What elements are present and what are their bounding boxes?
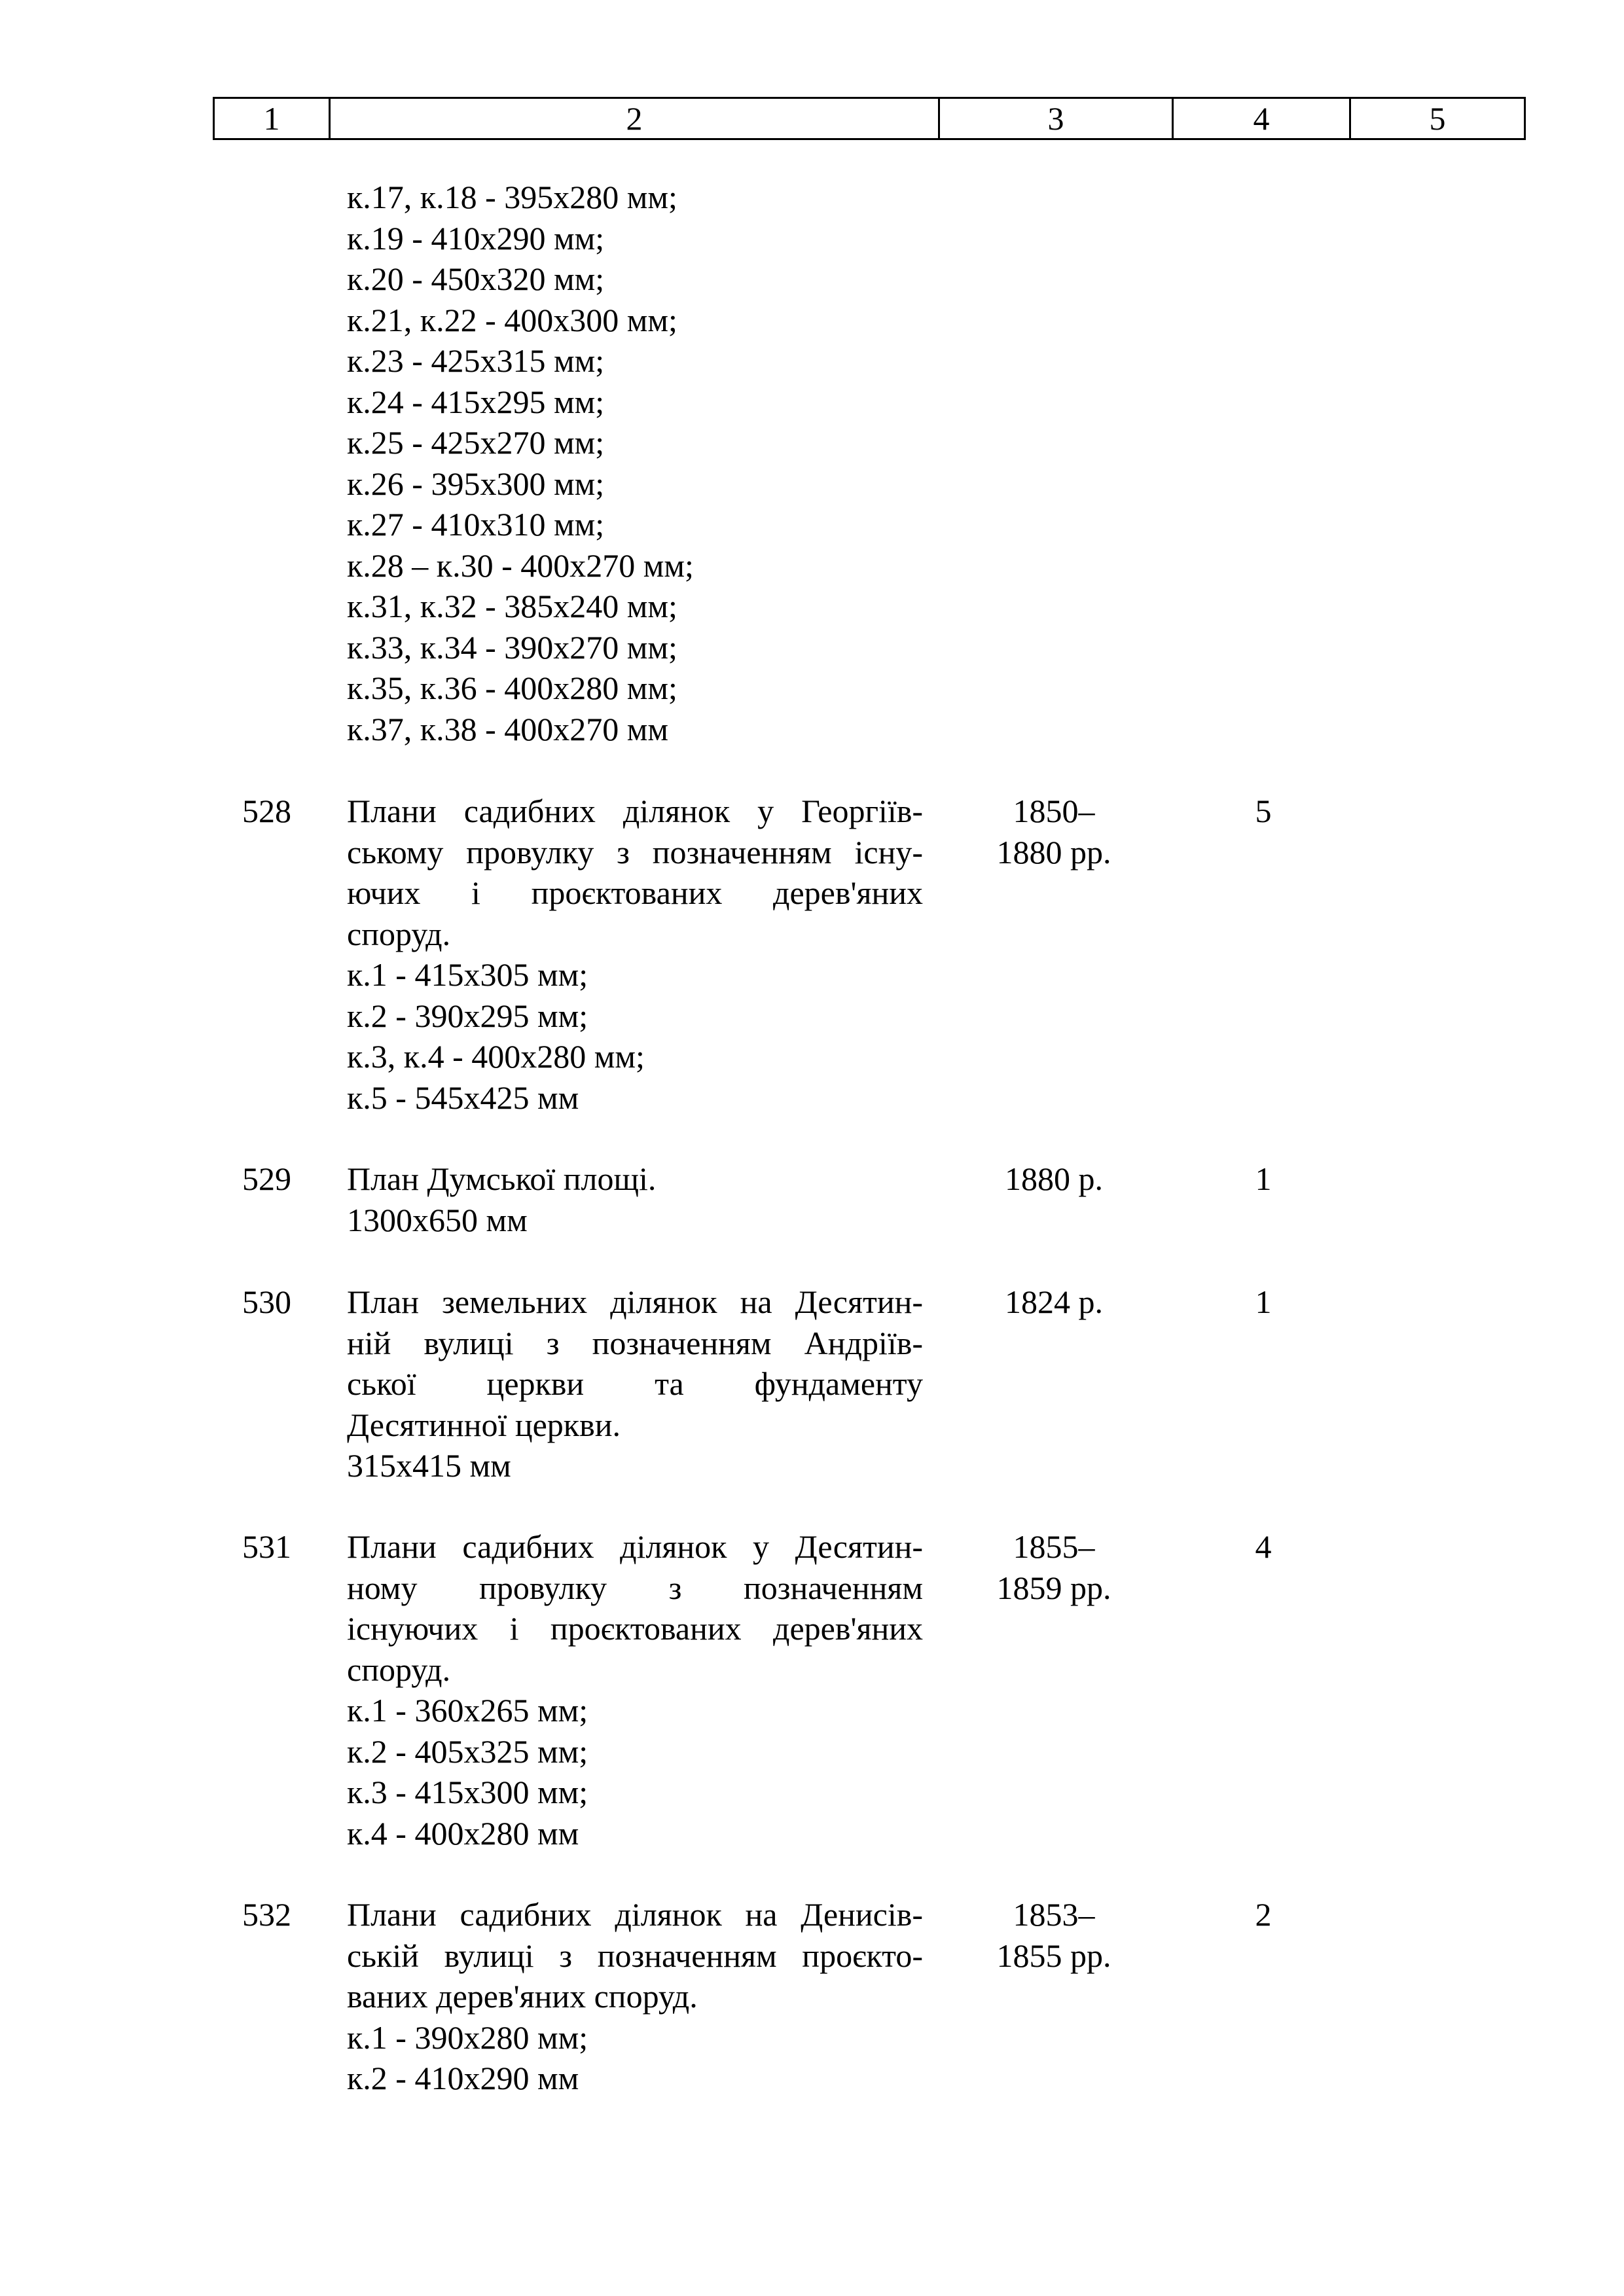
sheet-size-line: к.23 - 425х315 мм; <box>347 342 605 379</box>
entry-description <box>347 791 923 1118</box>
entry-number: 528 <box>242 793 291 829</box>
description-line: План земельних ділянок на Десятин- <box>347 1283 923 1320</box>
description-line: ській вулиці з позначенням проєкто- <box>347 1937 923 1974</box>
sheet-size-line: к.2 - 390х295 мм; <box>347 997 588 1034</box>
entry-date <box>956 1158 1152 1200</box>
date-line: 1859 рр. <box>996 1569 1111 1606</box>
entry-description <box>347 1282 923 1486</box>
sheet-size-line: к.37, к.38 - 400х270 мм <box>347 710 669 747</box>
sheet-size-line: к.33, к.34 - 390х270 мм; <box>347 628 677 666</box>
description-line: ваних дерев'яних споруд. <box>347 1978 698 2015</box>
description-line: Плани садибних ділянок у Десятин- <box>347 1528 923 1565</box>
sheet-size-line: к.2 - 410х290 мм <box>347 2060 579 2096</box>
sheet-size-line: 315х415 мм <box>347 1447 511 1484</box>
sheet-size-line: к.19 - 410х290 мм; <box>347 219 605 257</box>
entry-date <box>956 1282 1152 1323</box>
column-header-row <box>214 98 1525 139</box>
description-line: ючих і проєктованих дерев'яних <box>347 874 923 911</box>
column-header-2: 2 <box>330 98 939 139</box>
column-header-4: 4 <box>1173 98 1350 139</box>
sheet-size-line: к.35, к.36 - 400х280 мм; <box>347 670 677 706</box>
entry-sheet-count: 1 <box>1255 1283 1272 1320</box>
sheet-size-line: к.5 - 545х425 мм <box>347 1079 579 1116</box>
sheet-size-line: к.27 - 410х310 мм; <box>347 506 605 543</box>
description-line: споруд. <box>347 1651 451 1688</box>
entry-sheet-count: 5 <box>1255 793 1272 829</box>
entry-date <box>956 1526 1152 1608</box>
sheet-size-line: к.4 - 400х280 мм <box>347 1814 579 1852</box>
entry-date <box>956 791 1152 872</box>
sheet-size-line: к.17, к.18 - 395х280 мм; <box>347 179 677 215</box>
entry-description <box>347 1894 923 2099</box>
description-line: Десятинної церкви. <box>347 1406 621 1443</box>
sheet-size-line: к.1 - 360х265 мм; <box>347 1692 588 1729</box>
continued-sheet-sizes <box>347 177 923 749</box>
date-line: 1880 р. <box>1005 1160 1103 1197</box>
date-line: 1880 рр. <box>996 833 1111 870</box>
sheet-size-line: к.25 - 425х270 мм; <box>347 424 605 461</box>
entry-number: 531 <box>242 1528 291 1565</box>
entry-sheet-count: 1 <box>1255 1160 1272 1197</box>
sheet-size-line: к.1 - 390х280 мм; <box>347 2018 588 2056</box>
sheet-size-line: 1300х650 мм <box>347 1201 528 1238</box>
description-line: ської церкви та фундаменту <box>347 1365 923 1402</box>
entry-description <box>347 1158 923 1240</box>
sheet-size-line: к.1 - 415х305 мм; <box>347 956 588 993</box>
description-line: ній вулиці з позначенням Андріїв- <box>347 1324 923 1361</box>
entry-description <box>347 1526 923 1854</box>
description-line: План Думської площі. <box>347 1160 657 1197</box>
description-line: споруд. <box>347 915 451 952</box>
sheet-size-line: к.3 - 415х300 мм; <box>347 1774 588 1810</box>
sheet-size-line: к.2 - 405х325 мм; <box>347 1732 588 1770</box>
date-line: 1853– <box>1013 1896 1095 1933</box>
column-header-3: 3 <box>939 98 1173 139</box>
sheet-size-line: к.24 - 415х295 мм; <box>347 383 605 420</box>
sheet-size-line: к.3, к.4 - 400х280 мм; <box>347 1038 645 1075</box>
sheet-size-line: к.28 – к.30 - 400х270 мм; <box>347 547 694 584</box>
entry-date <box>956 1894 1152 1976</box>
entry-number: 529 <box>242 1160 291 1197</box>
date-line: 1850– <box>1013 793 1095 829</box>
column-header-table <box>213 97 1526 140</box>
entry-sheet-count: 4 <box>1255 1528 1272 1565</box>
description-line: Плани садибних ділянок на Денисів- <box>347 1896 923 1933</box>
date-line: 1824 р. <box>1005 1283 1103 1320</box>
entry-sheet-count: 2 <box>1255 1896 1272 1933</box>
sheet-size-line: к.31, к.32 - 385х240 мм; <box>347 588 677 624</box>
description-line: існуючих і проєктованих дерев'яних <box>347 1610 923 1647</box>
entry-number: 530 <box>242 1283 291 1320</box>
sheet-size-line: к.21, к.22 - 400х300 мм; <box>347 301 677 338</box>
description-line: ському провулку з позначенням існу- <box>347 833 923 870</box>
column-header-1: 1 <box>214 98 330 139</box>
sheet-size-line: к.20 - 450х320 мм; <box>347 260 605 297</box>
entry-number: 532 <box>242 1896 291 1933</box>
sheet-size-line: к.26 - 395х300 мм; <box>347 465 605 502</box>
description-line: ному провулку з позначенням <box>347 1569 923 1606</box>
date-line: 1855 рр. <box>996 1937 1111 1974</box>
column-header-5: 5 <box>1350 98 1525 139</box>
date-line: 1855– <box>1013 1528 1095 1565</box>
description-line: Плани садибних ділянок у Георгіїв- <box>347 793 923 829</box>
